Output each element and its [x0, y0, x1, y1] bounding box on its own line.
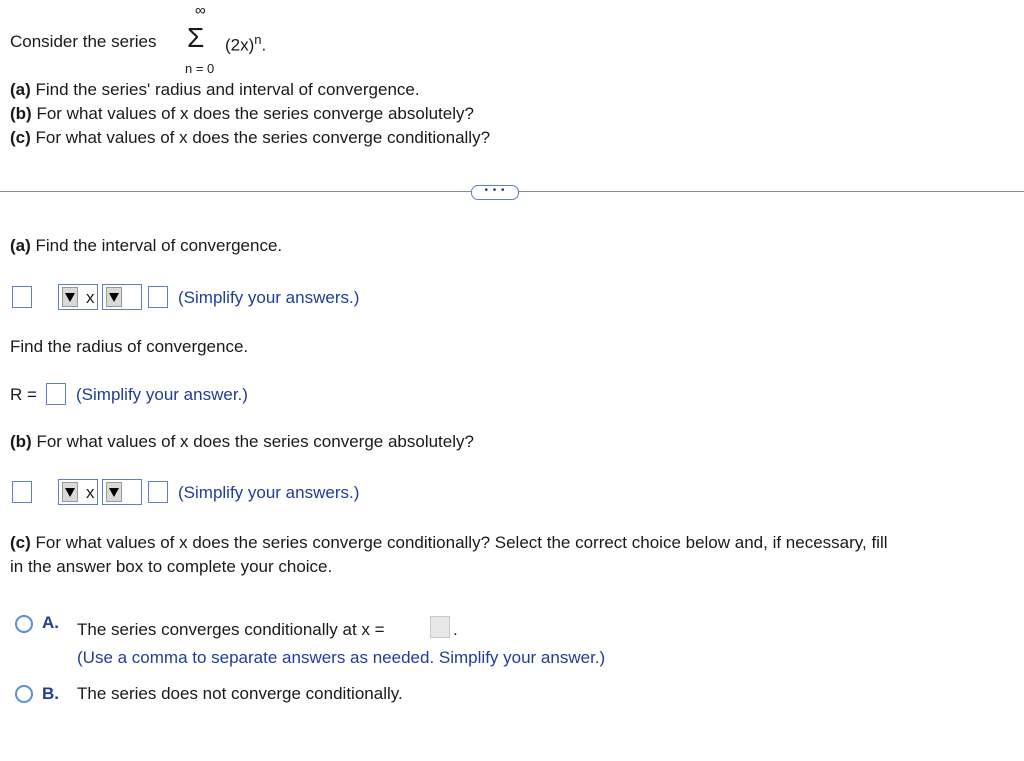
- dropdown-arrow-icon: [109, 488, 119, 497]
- part-label: (c): [10, 128, 31, 147]
- radius-label: R =: [10, 385, 37, 404]
- sum-symbol: Σ: [187, 22, 205, 53]
- dropdown-arrow-icon: [65, 293, 75, 302]
- part-label: (a): [10, 236, 31, 255]
- dropdown-arrow-icon: [65, 488, 75, 497]
- radius-prompt: Find the radius of convergence.: [10, 337, 249, 356]
- problem-part-b: [10, 104, 474, 124]
- series-term: [225, 32, 266, 56]
- choice-a-radio[interactable]: [15, 615, 33, 633]
- dropdown-arrow-icon: [109, 293, 119, 302]
- part-c-question: [10, 533, 888, 553]
- dropdown-button[interactable]: [62, 287, 78, 307]
- part-label: (b): [10, 432, 32, 451]
- interval-lower-input[interactable]: [12, 286, 32, 308]
- radius-input[interactable]: [46, 383, 66, 405]
- choice-a-letter: A.: [42, 613, 59, 632]
- sum-upper-limit: ∞: [195, 2, 206, 19]
- interval-hint: (Simplify your answers.): [178, 288, 360, 307]
- choice-a-text: The series converges conditionally at x =: [77, 620, 385, 639]
- absolute-hint: (Simplify your answers.): [178, 483, 360, 502]
- part-text: For what values of x does the series converge conditionally? Select the correct choice below and, if necessary, fill: [30, 533, 888, 552]
- choice-b-letter: B.: [42, 684, 59, 703]
- interval-x-label: x: [86, 288, 95, 307]
- part-a-question: [10, 236, 282, 256]
- choice-a-hint: (Use a comma to separate answers as needed. Simplify your answer.): [77, 648, 606, 667]
- more-button[interactable]: • • •: [471, 185, 519, 200]
- part-text: Find the interval of convergence.: [30, 236, 283, 255]
- dropdown-button[interactable]: [106, 482, 122, 502]
- sum-lower-limit: n = 0: [185, 61, 215, 76]
- part-text: For what values of x does the series converge conditionally?: [30, 128, 491, 147]
- part-b-question: [10, 432, 474, 452]
- absolute-upper-input[interactable]: [148, 481, 168, 503]
- part-label: (c): [10, 533, 31, 552]
- conditional-x-input[interactable]: [430, 616, 450, 638]
- dropdown-button[interactable]: [106, 287, 122, 307]
- part-label: (b): [10, 104, 32, 123]
- part-text: For what values of x does the series converge absolutely?: [31, 432, 474, 451]
- interval-upper-input[interactable]: [148, 286, 168, 308]
- part-text: Find the series' radius and interval of convergence.: [30, 80, 420, 99]
- problem-part-c: [10, 128, 490, 148]
- absolute-lower-input[interactable]: [12, 481, 32, 503]
- dropdown-button[interactable]: [62, 482, 78, 502]
- problem-part-a: [10, 80, 420, 100]
- absolute-right-inequality-dropdown[interactable]: [102, 479, 142, 505]
- part-c-question-line2: in the answer box to complete your choice.: [10, 557, 333, 576]
- choice-b-radio[interactable]: [15, 685, 33, 703]
- absolute-x-label: x: [86, 483, 95, 502]
- radius-hint: (Simplify your answer.): [76, 385, 248, 404]
- term-period: .: [261, 35, 267, 55]
- term-exponent: n: [254, 32, 262, 47]
- term-base: (2x): [225, 35, 255, 55]
- consider-prefix: Consider the series: [10, 32, 157, 51]
- choice-b-text: The series does not converge conditionally.: [77, 684, 403, 703]
- interval-right-inequality-dropdown[interactable]: [102, 284, 142, 310]
- part-label: (a): [10, 80, 31, 99]
- part-text: For what values of x does the series converge absolutely?: [31, 104, 474, 123]
- choice-a-period: .: [453, 620, 458, 639]
